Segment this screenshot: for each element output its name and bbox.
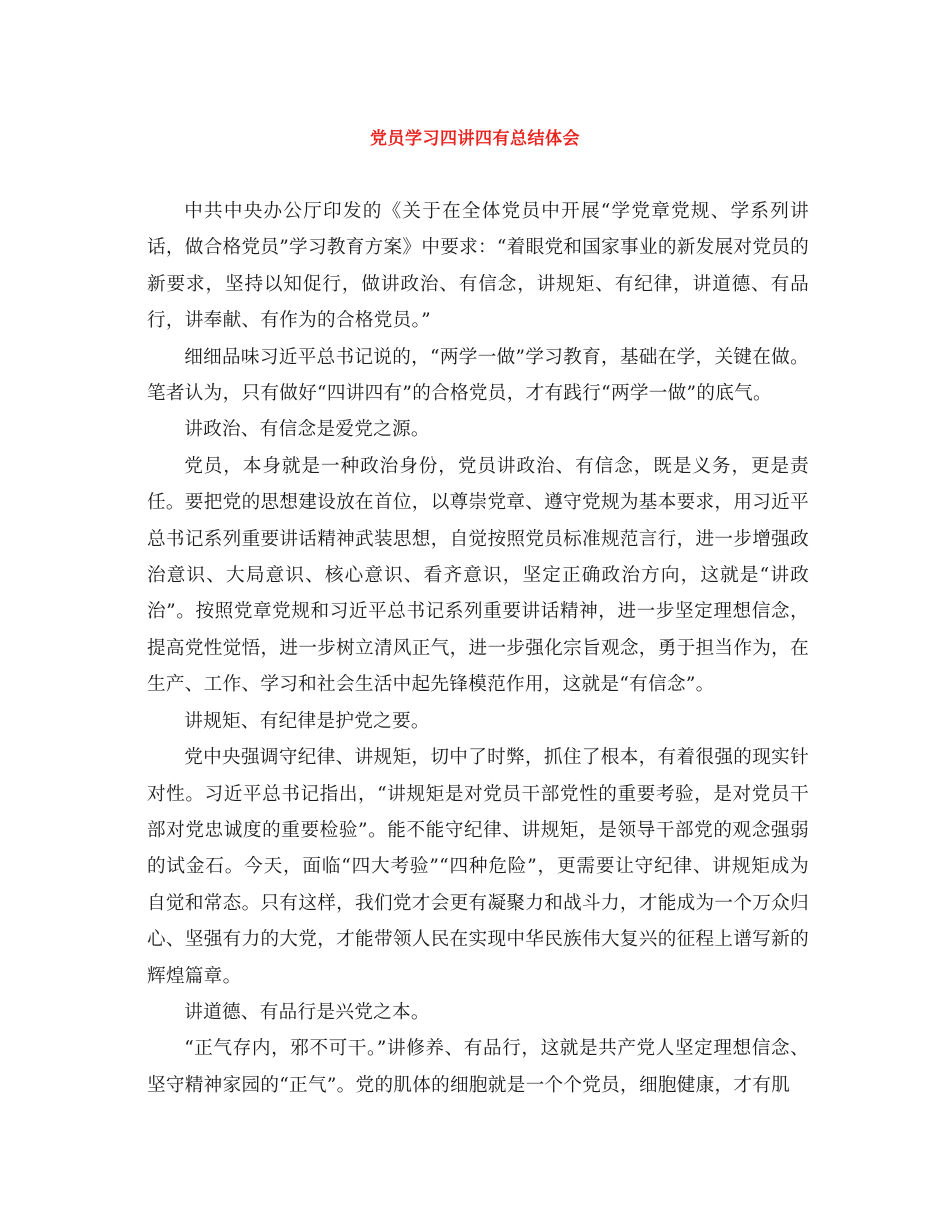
paragraph-5: “正气存内，邪不可干。”讲修养、有品行，这就是共产党人坚定理想信念、坚守精神家园的“正气”。党的肌体的细胞就是一个个党员，细胞健康，才有肌	[147, 1038, 809, 1096]
section-heading-politics: 讲政治、有信念是爱党之源。	[184, 419, 430, 441]
document-body	[147, 194, 809, 1104]
paragraph-4: 党中央强调守纪律、讲规矩，切中了时弊，抓住了根本，有着很强的现实针对性。习近平总书记指出，“讲规矩是对党员干部党性的重要考验，是对党员干部对党忠诚度的重要检验”。能不能守纪律、讲规矩，是领导干部党的观念强弱的试金石。今天，面临“四大考验”“四种危险”，更需要让守纪律、讲规矩成为自觉和常态。只有这样，我们党才会更有凝聚力和战斗力，才能成为一个万众归心、坚强有力的大党，才能带领人民在实现中华民族伟大复兴的征程上谱写新的辉煌篇章。	[147, 747, 809, 987]
paragraph-3: 党员，本身就是一种政治身份，党员讲政治、有信念，既是义务，更是责任。要把党的思想建设放在首位，以尊崇党章、遵守党规为基本要求，用习近平总书记系列重要讲话精神武装思想，自觉按照党员标准规范言行，进一步增强政治意识、大局意识、核心意识、看齐意识，坚定正确政治方向，这就是“讲政治”。按照党章党规和习近平总书记系列重要讲话精神，进一步坚定理想信念，提高党性觉悟，进一步树立清风正气，进一步强化宗旨观念，勇于担当作为，在生产、工作、学习和社会生活中起先锋模范作用，这就是“有信念”。	[147, 455, 809, 696]
paragraph-2: 细细品味习近平总书记说的，“两学一做”学习教育，基础在学，关键在做。笔者认为，只有做好“四讲四有”的合格党员，才有践行“两学一做”的底气。	[147, 346, 809, 405]
section-heading-morality: 讲道德、有品行是兴党之本。	[184, 1001, 430, 1023]
document-title: 党员学习四讲四有总结体会	[370, 129, 580, 149]
section-heading-rules: 讲规矩、有纪律是护党之要。	[184, 710, 430, 732]
paragraph-1: 中共中央办公厅印发的《关于在全体党员中开展“学党章党规、学系列讲话，做合格党员”学习教育方案》中要求：“着眼党和国家事业的新发展对党员的新要求，坚持以知促行，做讲政治、有信念，讲规矩、有纪律，讲道德、有品行，讲奉献、有作为的合格党员。”	[147, 201, 809, 332]
